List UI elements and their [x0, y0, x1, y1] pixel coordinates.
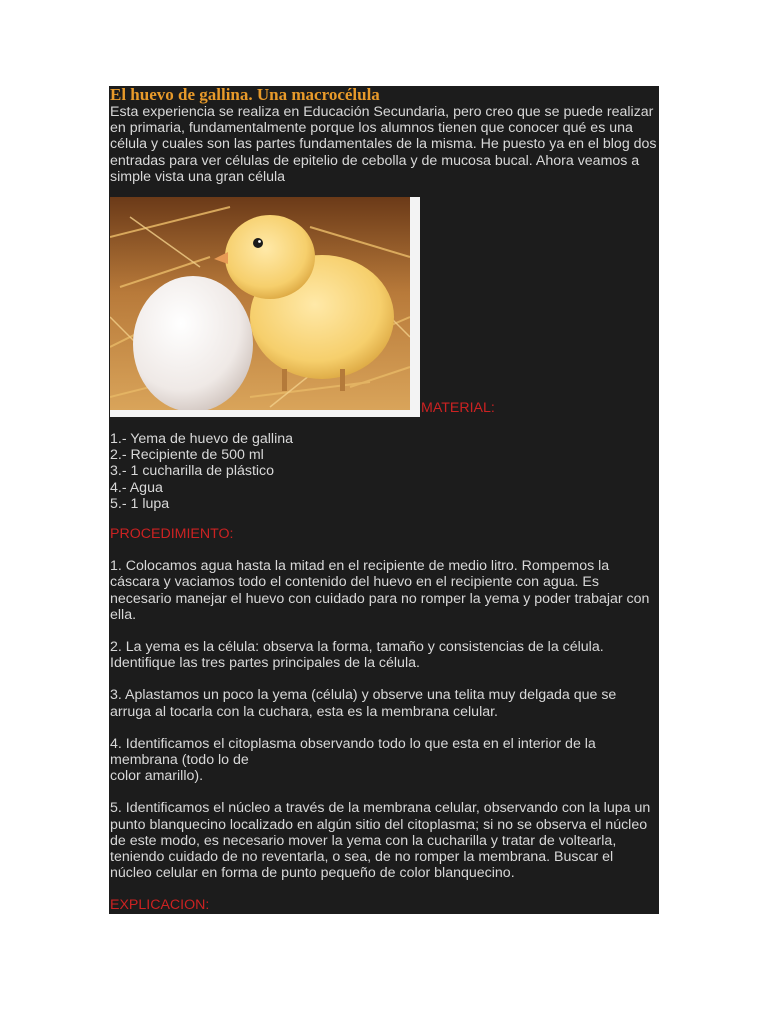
chick-image	[110, 197, 420, 417]
list-item: 5.- 1 lupa	[110, 495, 170, 512]
list-item: 3.- 1 cucharilla de plástico	[110, 463, 275, 480]
list-item: 2.- Recipiente de 500 ml	[110, 447, 264, 464]
article-content	[110, 86, 658, 914]
procedure-step-2: 2. La yema es la célula: observa la forma, tamaño y consistencias de la célula. Identifique las tres partes principales de la célula.	[110, 639, 604, 672]
material-label: MATERIAL:	[421, 400, 495, 417]
explanation-label: EXPLICACION:	[110, 897, 210, 914]
photo-row	[110, 197, 658, 417]
materials-list	[110, 431, 658, 512]
procedure-step-3: 3. Aplastamos un poco la yema (célula) y observe una telita muy delgada que se arruga al tocarla con la cuchara, esta es la membrana celular.	[110, 687, 617, 720]
chick-and-egg-photo	[110, 197, 420, 417]
list-item: 1.- Yema de huevo de gallina	[110, 431, 294, 448]
article-panel	[109, 86, 659, 914]
article-intro: Esta experiencia se realiza en Educación Secundaria, pero creo que se puede realizar en primaria, fundamentalmente porque los alumnos tienen que conocer qué es una célula y cuales son las partes fundamentales de la misma. He puesto ya en el blog dos entradas para ver células de epitelio de cebolla y de mucosa bucal. Ahora veamos a simple vista una gran célula	[110, 104, 657, 185]
procedure-label: PROCEDIMIENTO:	[110, 526, 234, 543]
list-item: 4.- Agua	[110, 479, 163, 496]
article-title: El huevo de gallina. Una macrocélula	[110, 86, 380, 104]
procedure-step-5: 5. Identificamos el núcleo a través de la membrana celular, observando con la lupa un punto blanquecino localizado en algún sitio del citoplasma; si no se observa el núcleo de este modo, es necesario mover la yema con la cucharilla y tratar de voltearla, teniendo cuidado de no reventarla, o sea, de no romper la membrana. Buscar el núcleo celular en forma de punto pequeño de color blanquecino.	[110, 800, 651, 882]
procedure-step-4: 4. Identificamos el citoplasma observando todo lo que esta en el interior de la membrana (todo lo de	[110, 735, 596, 769]
procedure-step-1: 1. Colocamos agua hasta la mitad en el recipiente de medio litro. Rompemos la cáscara y vaciamos todo el contenido del huevo en el recipiente con agua. Es necesario manejar el huevo con cuidado para no romper la yema y poder trabajar con ella.	[110, 558, 650, 623]
procedure-step-4-cont: color amarillo).	[110, 768, 204, 785]
